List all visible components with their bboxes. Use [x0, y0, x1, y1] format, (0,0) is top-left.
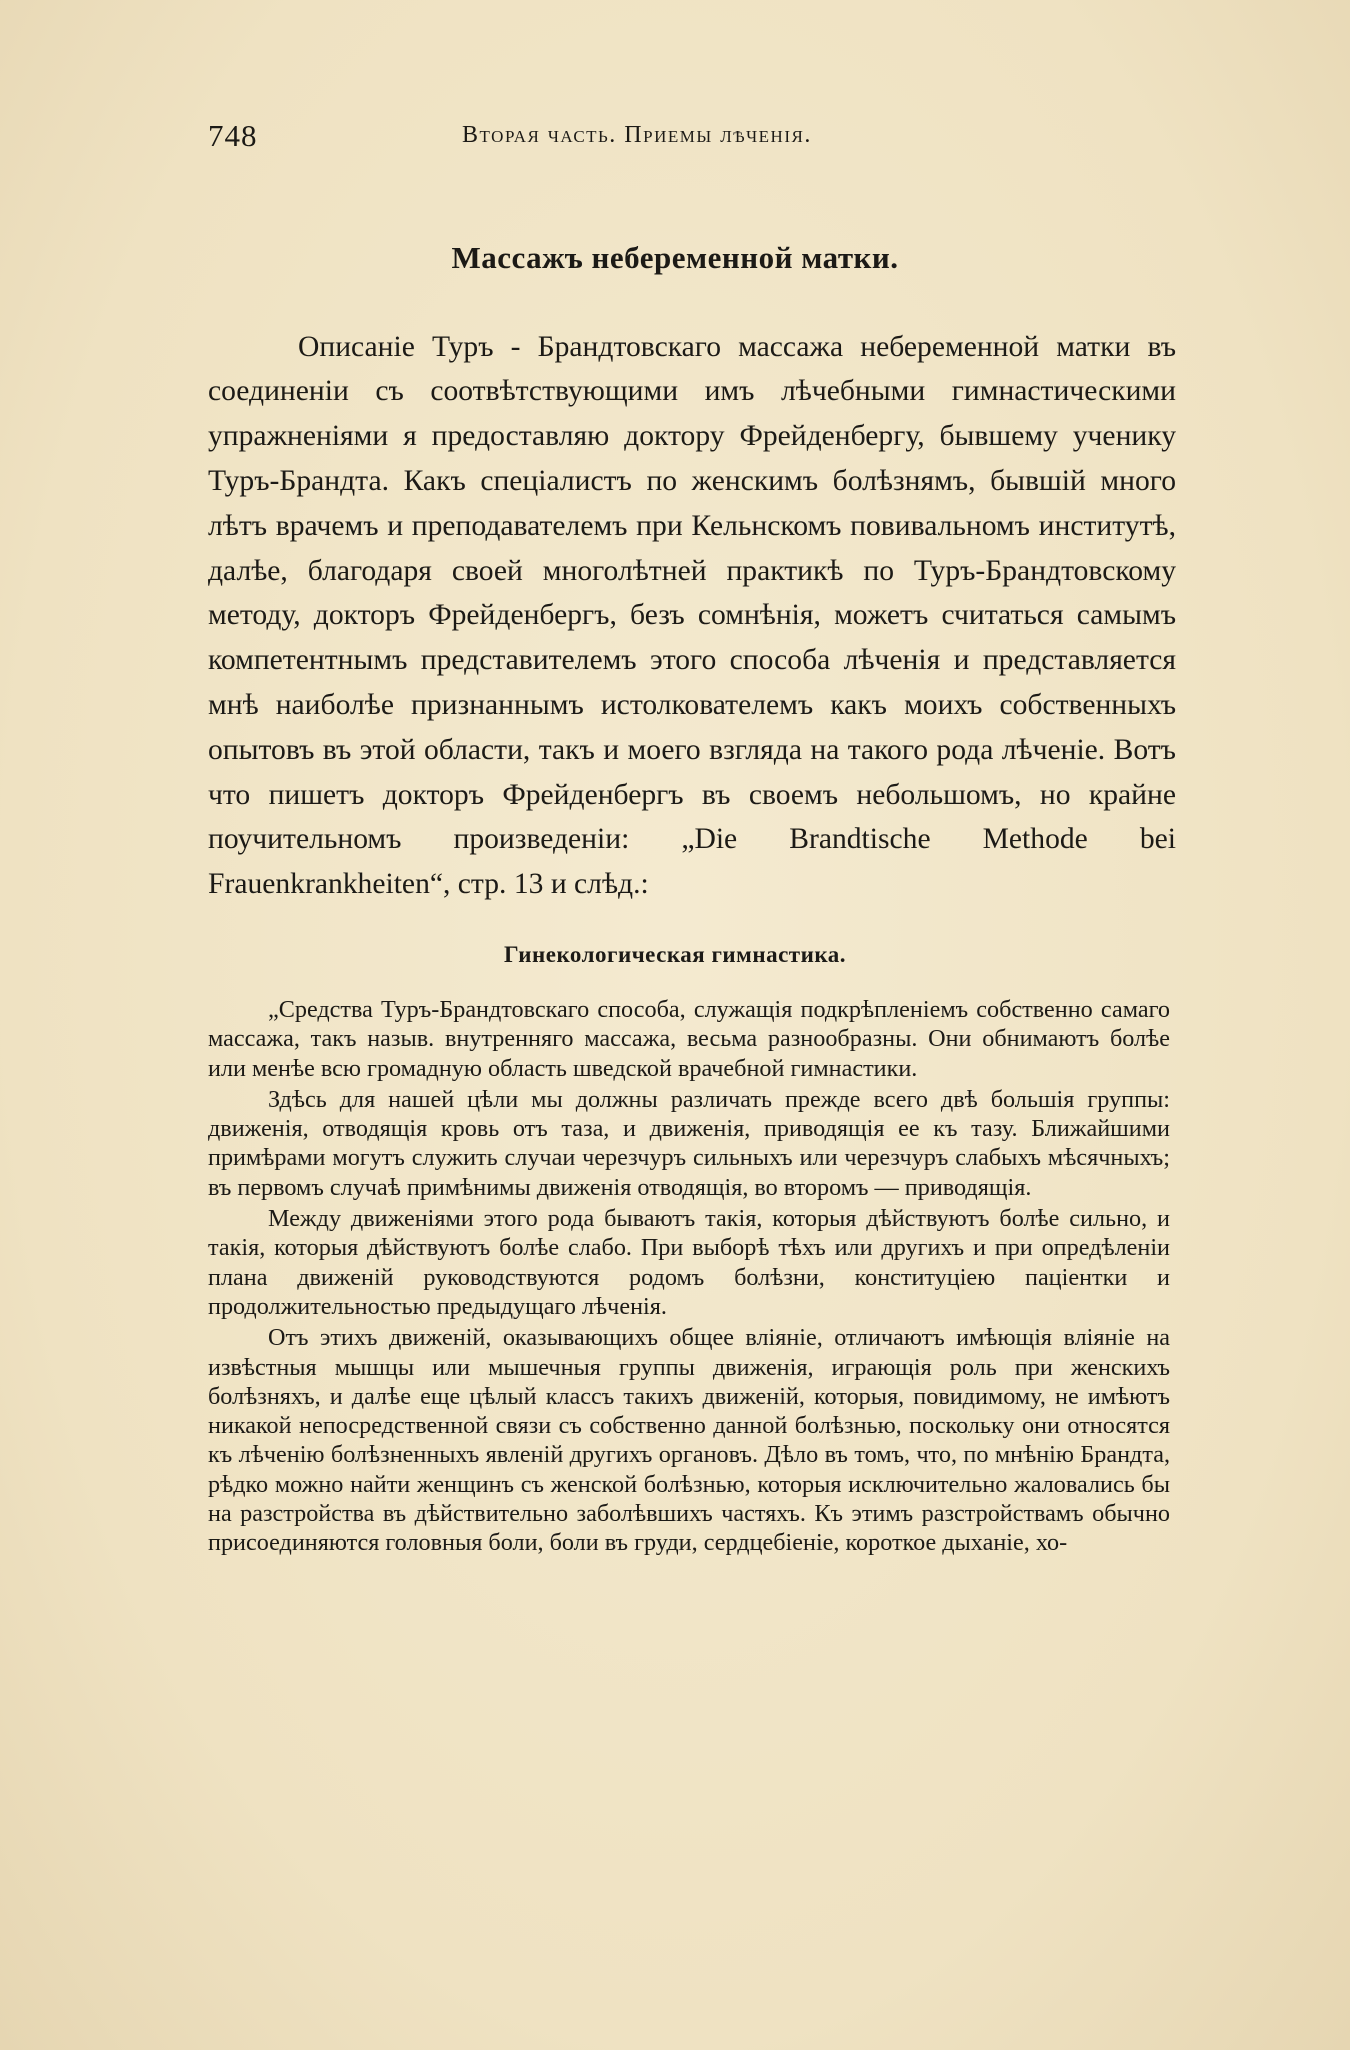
- quoted-paragraph: Отъ этихъ движеній, оказывающихъ общее вліяніе, отличаютъ имѣющія вліяніе на извѣстныя мышцы или мышечныя группы движенія, играющія роль при женскихъ болѣзняхъ, и далѣе еще цѣлый классъ такихъ движеній, которыя, повидимому, не имѣютъ никакой непосредственной связи съ собственно данной болѣзнью, поскольку они относятся къ лѣченію болѣзненныхъ явленій другихъ органовъ. Дѣло въ томъ, что, по мнѣнію Брандта, рѣдко можно найти женщинъ съ женской болѣзнью, которыя исключительно жаловались бы на разстройства въ дѣйствительно заболѣвшихъ частяхъ. Къ этимъ разстройствамъ обычно присоединяются головныя боли, боли въ груди, сердцебіеніе, короткое дыханіе, хо-: [208, 1324, 1170, 1557]
- page-header: [208, 118, 1163, 158]
- page-number: 748: [208, 118, 258, 153]
- subsection-title: Гинекологическая гимнастика.: [503, 942, 846, 967]
- quoted-paragraph: Здѣсь для нашей цѣли мы должны различать прежде всего двѣ большія группы: движенія, отводящія кровь отъ таза, и движенія, приводящія ее къ тазу. Ближайшими примѣрами могутъ служить случаи черезчуръ сильныхъ или черезчуръ слабыхъ мѣсячныхъ; въ первомъ случаѣ примѣнимы движенія отводящія, во второмъ — приводящія.: [208, 1085, 1170, 1201]
- section-title: Массажъ небеременной матки.: [451, 240, 899, 275]
- quoted-text-block: [208, 995, 1170, 1558]
- quoted-paragraph: „Средства Туръ-Брандтовскаго способа, служащія подкрѣпленіемъ собственно самаго массажа, такъ назыв. внутренняго массажа, весьма разнообразны. Они обнимаютъ болѣе или менѣе всю громадную область шведской врачебной гимнастики.: [208, 996, 1170, 1082]
- quoted-paragraph: Между движеніями этого рода бываютъ такія, которыя дѣйствуютъ болѣе сильно, и такія, которыя дѣйствуютъ болѣе слабо. При выборѣ тѣхъ или другихъ и при опредѣленіи плана движеній руководствуются родомъ болѣзни, конституціею паціентки и продолжительностью предыдущаго лѣченія.: [208, 1205, 1170, 1320]
- running-head: Вторая часть. Приемы лѣченія.: [462, 122, 812, 148]
- intro-paragraph: Описаніе Туръ - Брандтовскаго массажа небеременной матки въ соединеніи съ соотвѣтствующими имъ лѣчебными гимнастическими упражненіями я предоставляю доктору Фрейденбергу, бывшему ученику Туръ-Брандта. Какъ спеціалистъ по женскимъ болѣзнямъ, бывшій много лѣтъ врачемъ и преподавателемъ при Кельнскомъ повивальномъ институтѣ, далѣе, благодаря своей многолѣтней практикѣ по Туръ-Брандтовскому методу, докторъ Фрейденбергъ, безъ сомнѣнія, можетъ считаться самымъ компетентнымъ представителемъ этого способа лѣченія и представляется мнѣ наиболѣе признаннымъ истолкователемъ какъ моихъ собственныхъ опытовъ въ этой области, такъ и моего взгляда на такого рода лѣченіе. Вотъ что пишетъ докторъ Фрейденбергъ въ своемъ небольшомъ, но крайне поучительномъ произведеніи: „Die Brandtische Methode bei Frauenkrankheiten“, стр. 13 и слѣд.:: [208, 330, 1176, 901]
